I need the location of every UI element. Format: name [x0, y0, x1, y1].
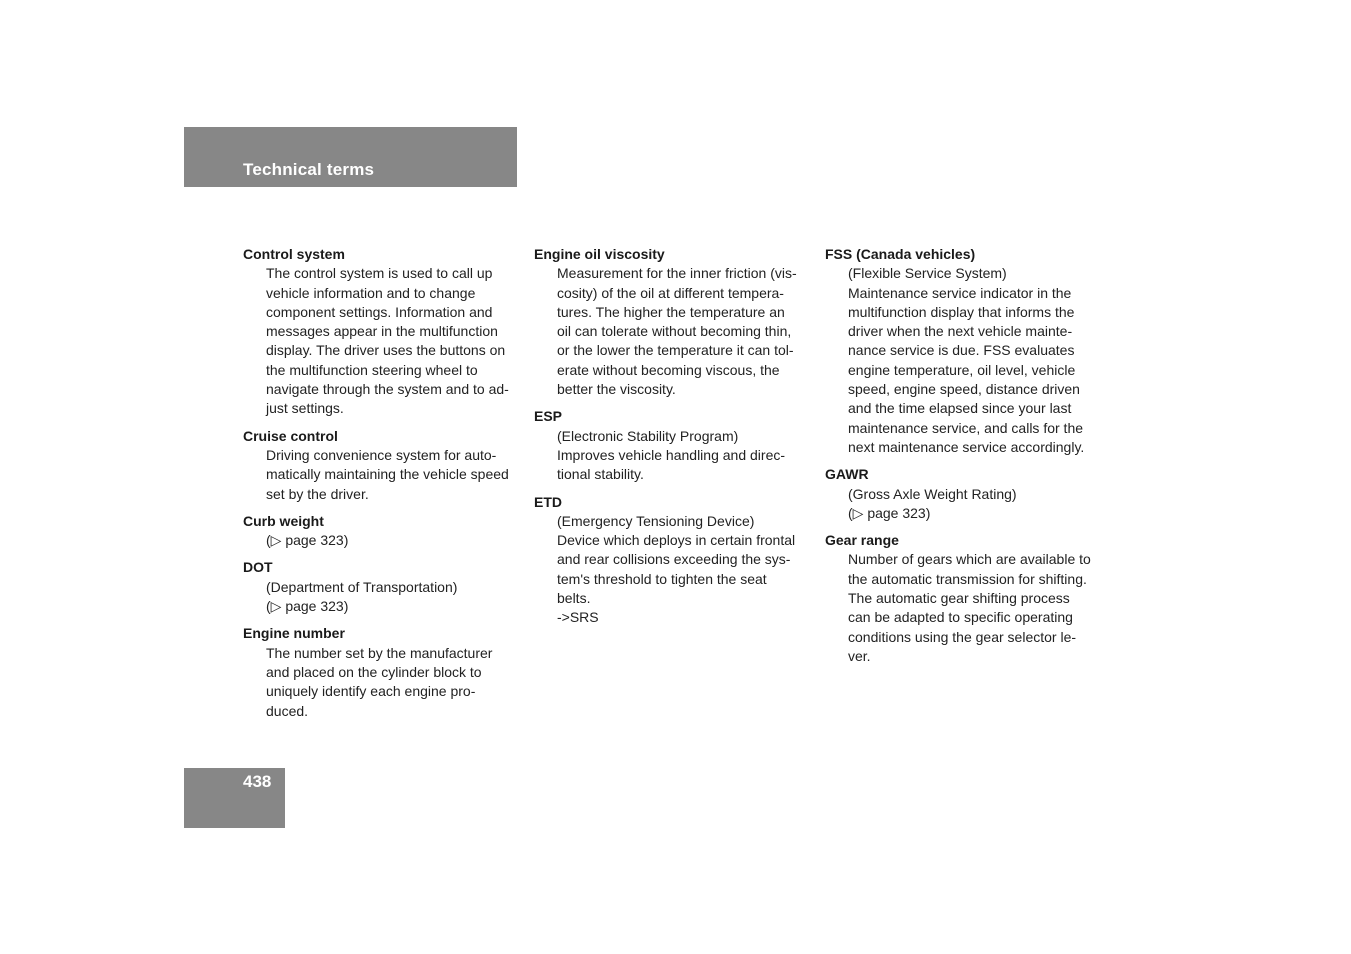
- glossary-definition-line: (Electronic Stability Program): [557, 427, 739, 444]
- glossary-definition-line: the automatic transmission for shifting.: [848, 570, 1087, 587]
- glossary-entry: [825, 465, 1105, 523]
- page-number: 438: [243, 772, 272, 791]
- glossary-definition-line: display. The driver uses the buttons on: [266, 342, 506, 359]
- glossary-definition-line: better the viscosity.: [557, 381, 676, 398]
- glossary-definition-line: multifunction display that informs the: [848, 303, 1075, 320]
- glossary-column-2: [534, 245, 814, 636]
- glossary-term: Gear range: [825, 532, 899, 549]
- glossary-definition-line: just settings.: [266, 400, 344, 417]
- glossary-definition-line: cosity) of the oil at different tempera-: [557, 284, 784, 301]
- glossary-term: ETD: [534, 493, 562, 510]
- glossary-definition-line: ->SRS: [557, 609, 599, 626]
- glossary-definition-line: tem's threshold to tighten the seat: [557, 570, 767, 587]
- glossary-definition-line: matically maintaining the vehicle speed: [266, 466, 509, 483]
- glossary-definition-line: and the time elapsed since your last: [848, 400, 1072, 417]
- glossary-definition-line: component settings. Information and: [266, 303, 493, 320]
- glossary-definition-line: tures. The higher the temperature an: [557, 303, 785, 320]
- glossary-definition-line: oil can tolerate without becoming thin,: [557, 323, 792, 340]
- glossary-definition-line: navigate through the system and to ad-: [266, 381, 509, 398]
- glossary-definition-line: Driving convenience system for auto-: [266, 446, 497, 463]
- glossary-definition-line: Measurement for the inner friction (vis-: [557, 265, 797, 282]
- glossary-definition-line: and rear collisions exceeding the sys-: [557, 551, 791, 568]
- glossary-definition-line: conditions using the gear selector le-: [848, 628, 1077, 645]
- glossary-definition-line: messages appear in the multifunction: [266, 323, 498, 340]
- glossary-term: FSS (Canada vehicles): [825, 246, 976, 262]
- glossary-definition-line: belts.: [557, 590, 591, 607]
- glossary-term: Engine oil viscosity: [534, 246, 665, 262]
- glossary-definition-line: Device which deploys in certain frontal: [557, 532, 796, 549]
- glossary-definition-line: (Emergency Tensioning Device): [557, 512, 755, 529]
- glossary-term: GAWR: [825, 466, 869, 483]
- glossary-definition-line: speed, engine speed, distance driven: [848, 381, 1080, 398]
- glossary-entry: [534, 493, 814, 628]
- glossary-definition-line: Improves vehicle handling and direc-: [557, 446, 786, 463]
- glossary-definition-line: vehicle information and to change: [266, 284, 476, 301]
- glossary-definition-line: Number of gears which are available to: [848, 551, 1091, 568]
- glossary-definition-line: (Flexible Service System): [848, 265, 1007, 282]
- glossary-term: Engine number: [243, 625, 345, 642]
- glossary-definition-line: can be adapted to specific operating: [848, 609, 1073, 626]
- page-number-box: [184, 768, 285, 828]
- glossary-column-1: [243, 245, 523, 729]
- glossary-definition-line: and placed on the cylinder block to: [266, 663, 482, 680]
- glossary-column-3: [825, 245, 1105, 674]
- glossary-definition-line: the multifunction steering wheel to: [266, 361, 478, 378]
- glossary-definition-line: next maintenance service accordingly.: [848, 438, 1085, 455]
- glossary-definition-line: set by the driver.: [266, 485, 369, 502]
- glossary-definition-line: engine temperature, oil level, vehicle: [848, 361, 1076, 378]
- glossary-definition-line: driver when the next vehicle mainte-: [848, 323, 1073, 340]
- section-title: Technical terms: [243, 160, 375, 179]
- glossary-definition-line: (▷ page 323): [266, 598, 349, 615]
- glossary-definition-line: (Gross Axle Weight Rating): [848, 485, 1017, 502]
- glossary-term: ESP: [534, 408, 563, 425]
- glossary-definition-line: The automatic gear shifting process: [848, 590, 1070, 607]
- glossary-definition-line: or the lower the temperature it can tol-: [557, 342, 794, 359]
- glossary-term: Curb weight: [243, 512, 324, 529]
- glossary-definition-line: ver.: [848, 647, 871, 664]
- glossary-definition-line: maintenance service, and calls for the: [848, 419, 1084, 436]
- glossary-term: DOT: [243, 559, 273, 576]
- glossary-entry: [243, 624, 523, 720]
- glossary-definition-line: Maintenance service indicator in the: [848, 284, 1072, 301]
- glossary-definition-line: (Department of Transportation): [266, 578, 458, 595]
- glossary-entry: [534, 245, 814, 399]
- glossary-definition-line: tional stability.: [557, 466, 644, 483]
- glossary-definition-line: duced.: [266, 702, 309, 719]
- glossary-definition-line: (▷ page 323): [266, 532, 349, 549]
- glossary-definition-line: uniquely identify each engine pro-: [266, 683, 476, 700]
- glossary-entry: [243, 558, 523, 616]
- glossary-term: Control system: [243, 246, 345, 262]
- glossary-definition-line: The control system is used to call up: [266, 265, 493, 282]
- glossary-definition-line: nance service is due. FSS evaluates: [848, 342, 1075, 359]
- glossary-entry: [243, 427, 523, 504]
- glossary-entry: [534, 407, 814, 484]
- glossary-term: Cruise control: [243, 427, 338, 444]
- glossary-definition-line: The number set by the manufacturer: [266, 644, 493, 661]
- glossary-definition-line: (▷ page 323): [848, 504, 931, 521]
- section-header-bar: [184, 127, 517, 187]
- glossary-definition-line: erate without becoming viscous, the: [557, 361, 780, 378]
- glossary-entry: [825, 245, 1105, 457]
- glossary-entry: [243, 512, 523, 551]
- glossary-entry: [825, 531, 1105, 666]
- glossary-entry: [243, 245, 523, 419]
